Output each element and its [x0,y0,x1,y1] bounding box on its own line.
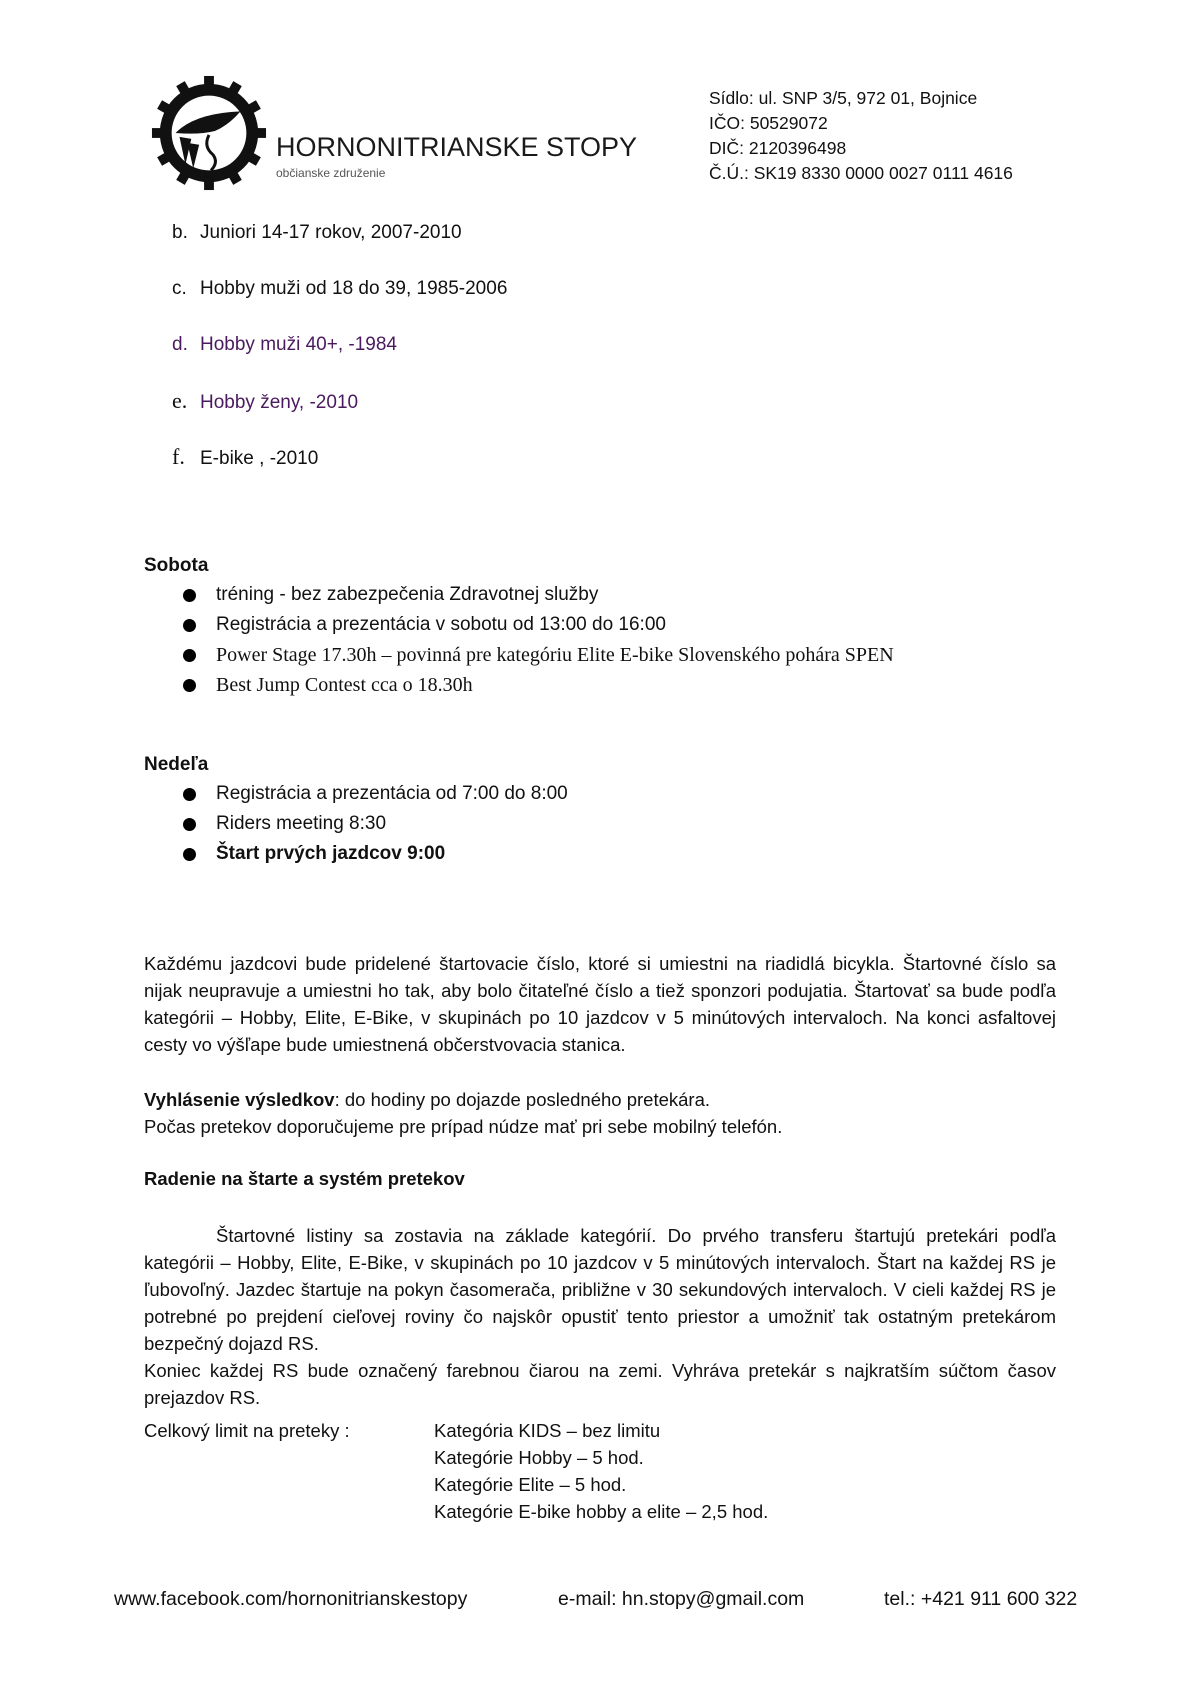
saturday-heading: Sobota [144,555,209,576]
limit-item: Kategórie E-bike hobby a elite – 2,5 hod. [434,1501,769,1522]
list-item [180,610,894,640]
category-item [172,278,507,300]
footer-phone: tel.: +421 911 600 322 [884,1588,1078,1610]
list-item [180,839,568,869]
limit-item: Kategórie Hobby – 5 hod. [434,1447,644,1468]
contact-dic: DIČ: 2120396498 [709,138,847,158]
category-label: d. [172,334,188,355]
results-label: Vyhlásenie výsledkov [144,1089,335,1110]
list-item [180,779,568,809]
bullet-icon [183,848,196,861]
category-item [172,444,318,470]
category-label: e. [172,388,188,413]
bullet-icon [183,619,196,632]
footer-email: e-mail: hn.stopy@gmail.com [558,1588,805,1610]
bullet-icon [183,649,196,662]
org-name: HORNONITRIANSKE STOPY [276,132,638,162]
list-item-text: Power Stage 17.30h – povinná pre kategóriu Elite E-bike Slovenského pohára SPEN [216,644,894,666]
limit-item: Kategória KIDS – bez limitu [434,1420,661,1441]
category-item [172,334,397,356]
saturday-list [180,580,894,700]
list-item [180,670,894,700]
list-item-text: Štart prvých jazdcov 9:00 [216,843,446,864]
list-item [180,580,894,610]
category-text: Hobby ženy, -2010 [200,392,359,413]
gear-logo-icon [150,74,268,192]
bullet-icon [183,679,196,692]
bullet-icon [183,818,196,831]
category-text: E-bike , -2010 [200,448,319,469]
category-item [172,222,462,244]
contact-address: Sídlo: ul. SNP 3/5, 972 01, Bojnice [709,88,978,108]
contact-account: Č.Ú.: SK19 8330 0000 0027 0111 4616 [709,163,1013,183]
sunday-list [180,779,568,869]
results-text: : do hodiny po dojazde posledného pretekára. [334,1089,711,1110]
bullet-icon [183,589,196,602]
results-line [144,1086,710,1113]
category-label: c. [172,278,187,299]
list-item-text: tréning - bez zabezpečenia Zdravotnej služby [216,584,599,605]
category-text: Juniori 14-17 rokov, 2007-2010 [200,222,462,243]
category-item [172,388,358,414]
category-label: f. [172,444,185,469]
list-item-text: Registrácia a prezentácia v sobotu od 13:00 do 16:00 [216,614,666,635]
limit-label: Celkový limit na preteky : [144,1420,350,1441]
system-paragraph-2: Koniec každej RS bude označený farebnou čiarou na zemi. Vyhráva pretekár s najkratším súčtom časov prejazdov RS. [144,1360,1056,1408]
sunday-heading: Nedeľa [144,754,209,775]
category-label: b. [172,222,188,243]
limit-list [434,1417,768,1525]
system-paragraph: Štartovné listiny sa zostavia na základe kategórií. Do prvého transferu štartujú pretekári podľa kategórii – Hobby, Elite, E-Bike, v skupinách po 10 jazdcov v 5 minútových intervaloch. Štart na každej RS je ľubovoľný. Jazdec štartuje na pokyn časomerača, približne v 30 sekundových intervaloch. V cieli každej RS je potrebné po prejdení cieľovej roviny čo najskôr opustiť tento priestor a umožniť tak ostatným pretekárom bezpečný dojazd RS. [144,1225,1056,1354]
org-subtitle: občianske združenie [276,166,386,180]
category-text: Hobby muži od 18 do 39, 1985-2006 [200,278,508,299]
list-item-text: Best Jump Contest cca o 18.30h [216,674,473,696]
list-item [180,809,568,839]
category-text: Hobby muži 40+, -1984 [200,334,397,355]
bullet-icon [183,788,196,801]
phone-note: Počas pretekov doporučujeme pre prípad núdze mať pri sebe mobilný telefón. [144,1116,783,1137]
system-heading: Radenie na štarte a systém pretekov [144,1168,465,1189]
contact-block [709,86,1013,186]
list-item-text: Riders meeting 8:30 [216,813,387,834]
list-item-text: Registrácia a prezentácia od 7:00 do 8:00 [216,783,568,804]
limit-item: Kategórie Elite – 5 hod. [434,1474,627,1495]
list-item [180,640,894,670]
contact-ico: IČO: 50529072 [709,113,828,133]
footer-facebook: www.facebook.com/hornonitrianskestopy [114,1588,468,1610]
info-paragraph: Každému jazdcovi bude pridelené štartovacie číslo, ktoré si umiestni na riadidlá bicykla. Štartovné číslo sa nijak neupravuje a umiestni ho tak, aby bolo čitateľné číslo a tiež sponzori podujatia. Štartovať sa bude podľa kategórii – Hobby, Elite, E-Bike, v skupinách po 10 jazdcov v 5 minútových intervaloch. Na konci asfaltovej cesty vo výšľape bude umiestnená občerstvovacia stanica. [144,953,1056,1055]
